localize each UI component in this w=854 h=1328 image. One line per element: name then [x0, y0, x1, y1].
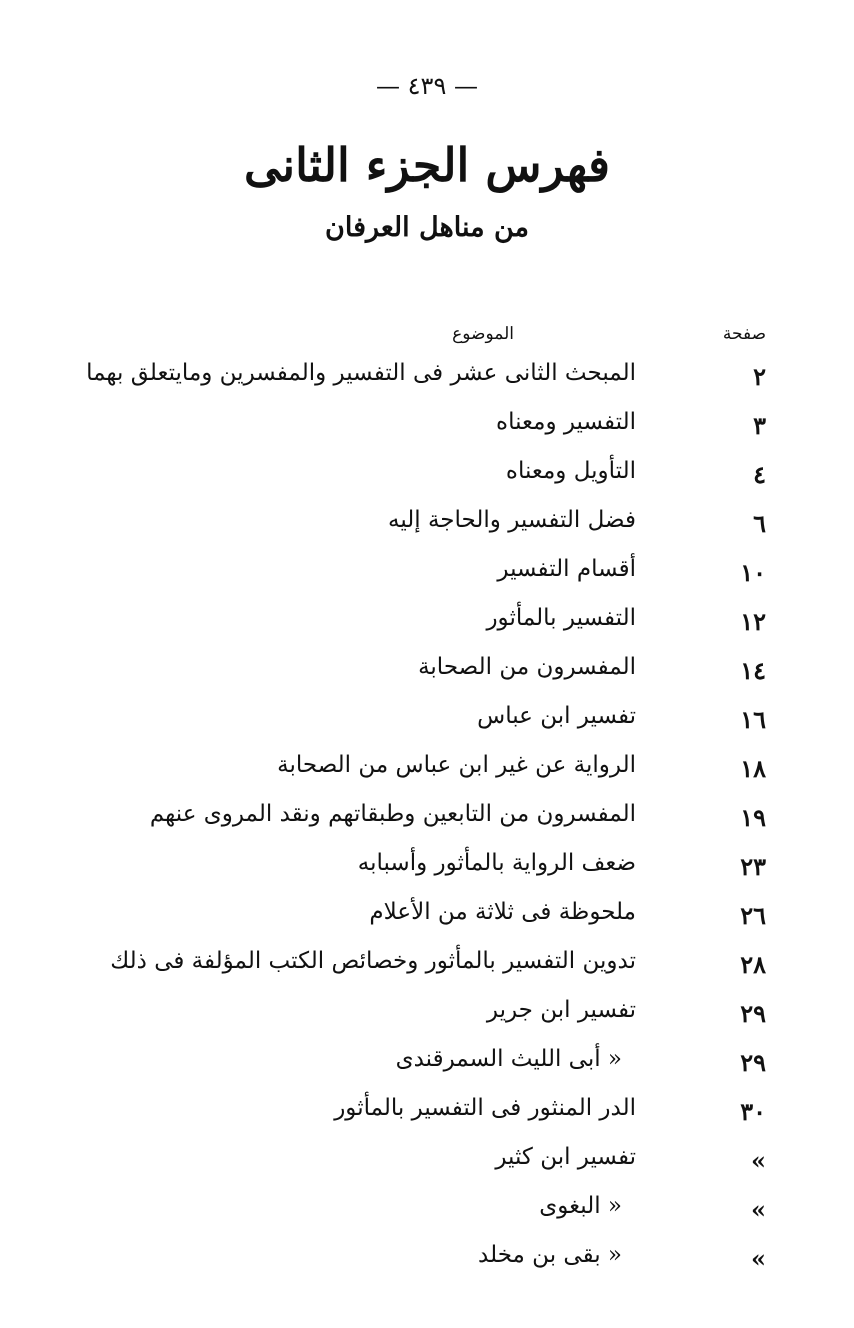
toc-entry-topic: ضعف الرواية بالمأثور وأسبابه [357, 850, 636, 876]
toc-entry-page: ٤ [753, 460, 766, 489]
toc-entry-page: » [751, 1195, 766, 1224]
toc-entry-topic: الدر المنثور فى التفسير بالمأثور [334, 1095, 636, 1121]
toc-entry-topic: المبحث الثانى عشر فى التفسير والمفسرين ومايتعلق بهما [86, 360, 636, 386]
toc-entry-topic: « أبى الليث السمرقندى [395, 1046, 622, 1072]
toc-entry-topic: تفسير ابن جرير [486, 997, 636, 1023]
toc-entry-topic: تفسير ابن كثير [495, 1144, 636, 1170]
toc-entry [0, 1189, 854, 1238]
toc-entry [0, 944, 854, 993]
toc-entry-page: ٢ [753, 362, 766, 391]
toc-entry [0, 699, 854, 748]
toc-entry [0, 895, 854, 944]
toc-entry [0, 405, 854, 454]
toc-entry-page: ١٢ [740, 607, 766, 636]
toc-entry-page: ٢٦ [740, 901, 766, 930]
toc-entry [0, 356, 854, 405]
toc-entry-page: ٦ [753, 509, 766, 538]
toc-entry-topic: التفسير ومعناه [496, 409, 636, 435]
toc-entry [0, 1042, 854, 1091]
toc-entry [0, 503, 854, 552]
toc-entry [0, 552, 854, 601]
page-number: — ٤٣٩ — [376, 72, 478, 100]
toc-entry [0, 797, 854, 846]
toc-entry-topic: أقسام التفسير [497, 556, 636, 582]
toc-entry-topic: فضل التفسير والحاجة إليه [388, 507, 636, 533]
topic-column-header: الموضوع [452, 324, 514, 344]
page-column-header: صفحة [722, 324, 766, 344]
toc-entry [0, 1238, 854, 1287]
page-subtitle: من مناهل العرفان [325, 212, 529, 243]
toc-entry [0, 454, 854, 503]
toc-entry-topic: تدوين التفسير بالمأثور وخصائص الكتب المؤلفة فى ذلك [110, 948, 636, 974]
toc-entry-topic: التفسير بالمأثور [486, 605, 636, 631]
toc-entry-topic: المفسرون من التابعين وطبقاتهم ونقد المروى عنهم [149, 801, 636, 827]
toc-entry [0, 846, 854, 895]
toc-entry-page: ٣ [753, 411, 766, 440]
toc-entry-page: ٢٩ [740, 999, 766, 1028]
toc-entry-page: ٣٠ [740, 1097, 766, 1126]
toc-entry [0, 748, 854, 797]
toc-entry [0, 1091, 854, 1140]
toc-entry-page: » [751, 1146, 766, 1175]
toc-entry [0, 993, 854, 1042]
toc-entry-page: ١٨ [740, 754, 766, 783]
toc-entry-page: ٢٣ [740, 852, 766, 881]
toc-list [0, 356, 854, 1287]
toc-entry [0, 601, 854, 650]
toc-entry-page: ١٠ [740, 558, 766, 587]
toc-entry-page: ١٦ [740, 705, 766, 734]
toc-entry-page: ٢٩ [740, 1048, 766, 1077]
toc-entry [0, 650, 854, 699]
toc-entry-page: ٢٨ [740, 950, 766, 979]
page-title: فهرس الجزء الثانى [243, 138, 611, 192]
toc-entry-topic: « بقى بن مخلد [478, 1242, 622, 1268]
toc-entry-topic: التأويل ومعناه [505, 458, 636, 484]
toc-entry-topic: المفسرون من الصحابة [418, 654, 636, 680]
toc-entry-page: ١٤ [740, 656, 766, 685]
toc-entry-page: » [751, 1244, 766, 1273]
toc-entry-topic: الرواية عن غير ابن عباس من الصحابة [277, 752, 636, 778]
toc-entry-topic: ملحوظة فى ثلاثة من الأعلام [369, 899, 636, 925]
toc-entry-page: ١٩ [740, 803, 766, 832]
toc-entry-topic: « البغوى [539, 1193, 622, 1219]
toc-header [0, 324, 854, 352]
toc-entry [0, 1140, 854, 1189]
toc-entry-topic: تفسير ابن عباس [477, 703, 636, 729]
